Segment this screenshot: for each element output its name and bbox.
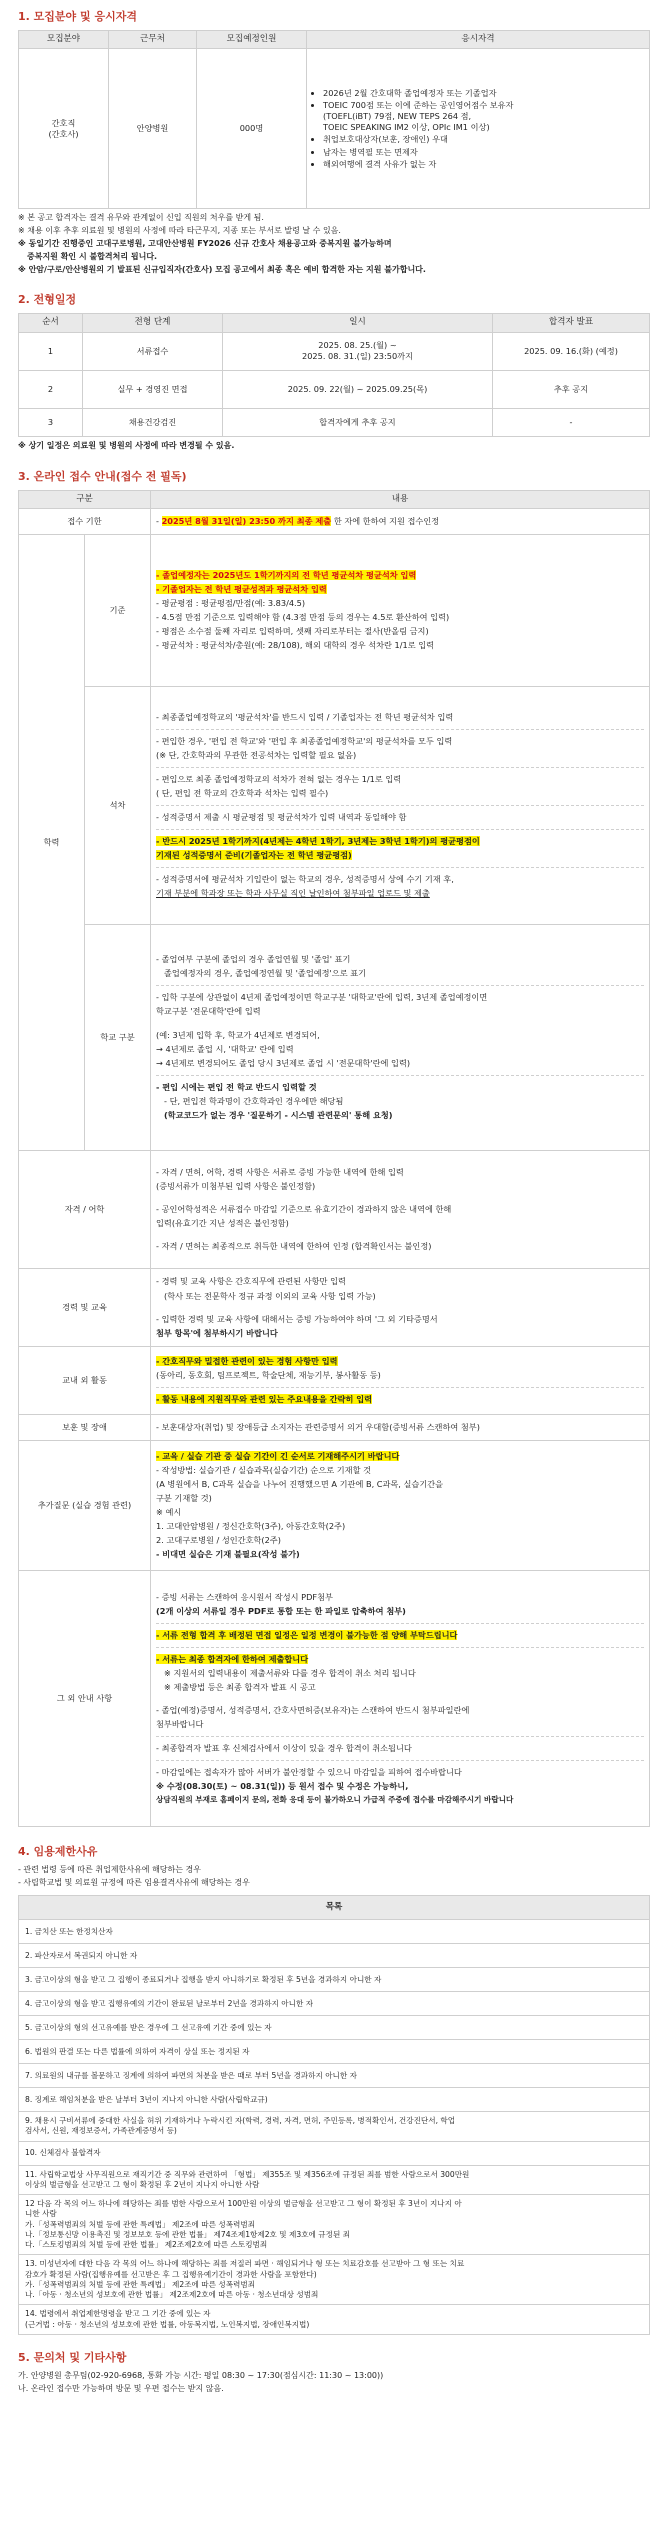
list-item: 5. 금고이상의 형의 선고유예를 받은 경우에 그 선고유예 기간 중에 있는 자 (19, 2016, 650, 2040)
school-line: - 단, 편입전 학과명이 간호학과인 경우에만 해당됨 (164, 1095, 344, 1106)
table-row (19, 1968, 650, 1992)
list-item-text: TOEIC SPEAKING IM2 이상, OPIc IM1 이상) (323, 122, 490, 133)
list-item-text: TOEIC 700점 또는 이에 준하는 공인영어점수 보유자 (323, 100, 514, 111)
etc-line: (2개 이상의 서류일 경우 PDF로 통합 또는 한 파일로 압축하여 첨부) (156, 1605, 406, 1616)
list-item-text: (TOEFL(iBT) 79점, NEW TEPS 264 점, (323, 111, 472, 122)
list-item: 4. 금고이상의 형을 받고 집행유예의 기간이 완료된 날로부터 2년을 경과하지 아니한 자 (19, 1992, 650, 2016)
license-line: - 공인어학성적은 서류접수 마감일 기준으로 유효기간이 경과하지 않은 내역에 한해 (156, 1204, 452, 1215)
divider (156, 1760, 644, 1761)
divider (156, 829, 644, 830)
rank-line: - 편입한 경우, '편입 전 학교'와 '편입 후 최종졸업예정학교'의 평균석차를 모두 입력 (156, 735, 453, 746)
table-row (19, 49, 650, 209)
header-workplace: 근무처 (109, 30, 197, 49)
license-line: 입력(유효기간 지난 성적은 불인정함) (156, 1218, 289, 1229)
header-content: 내용 (151, 490, 650, 509)
list-item (323, 100, 644, 133)
note: ※ 채용 이후 추후 의료원 및 병원의 사정에 따라 타근무지, 지종 또는 부서로 발령 날 수 있음. (18, 226, 341, 236)
rank-line: - 편입으로 최종 졸업예정학교의 석차가 전혀 없는 경우는 1/1로 입력 (156, 773, 402, 784)
rank-line: - 성적증명서 제출 시 평균평점 및 평균석차가 입력 내역과 동일해야 함 (156, 812, 407, 823)
activity-label: 교내 외 활동 (19, 1347, 151, 1415)
activity-line: (동아리, 동호회, 팀프로젝트, 학술단체, 재능기부, 봉사활동 등) (156, 1370, 381, 1381)
license-line: - 자격 / 면허, 어학, 경력 사항은 서류로 증빙 가능한 내역에 한해 입력 (156, 1166, 404, 1177)
list-item: 13. 미성년자에 대한 다음 각 목의 어느 하나에 해당하는 죄를 저질러 파면 · 해임되거나 형 또는 치료감호를 선고받아 그 형 또는 치료 감호가 확정된 사람(집행유예를 선고받은 후 그 집행유예기간이 경과한 사람을 포함한다) 가.「성폭력범죄의 처벌 등에 관한 특례법」 제2조에 따른 성폭력범죄 나.「아동 · 청소년의 성보호에 관한 법률」 제2조제2호에 따른 아동 · 청소년대상 성범죄 (19, 2255, 650, 2305)
result-cell: 추후 공지 (493, 370, 650, 408)
list-item: 8. 징계로 해임처분을 받은 날부터 3년이 지나지 아니한 사람(사립학교규) (19, 2088, 650, 2112)
list-item: 14. 법령에서 취업제한명령을 받고 그 기간 중에 있는 자 (근거법 : 아동 · 청소년의 성보호에 관한 법률, 아동복지법, 노인복지법, 장애인복지법) (19, 2305, 650, 2335)
note: ※ 안암/구로/안산병원의 기 발표된 신규입직자(간호사) 모집 공고에서 최종 혹은 예비 합격한 자는 지원 불가합니다. (18, 264, 426, 274)
header-date: 일시 (223, 314, 493, 333)
result-cell: 2025. 09. 16.(화) (예정) (493, 332, 650, 370)
deadline-rest: 한 자에 한하여 지원 접수인정 (333, 516, 440, 527)
divider (156, 729, 644, 730)
table-row (19, 370, 650, 408)
license-line: (증빙서류가 미첨부된 입력 사항은 불인정함) (156, 1181, 316, 1191)
qualification-table (18, 30, 650, 210)
field-sub: (간호사) (48, 128, 79, 139)
career-line: - 입력한 경력 및 교육 사항에 대해서는 증빙 가능하여야 하며 '그 외 기타증명서 (156, 1313, 438, 1324)
extra-line: - 작성방법: 실습기관 / 실습과목(실습기간) 순으로 기재할 것 (156, 1464, 372, 1475)
school-line: (학교코드가 없는 경우 '질문하기 - 시스템 관련문의' 통해 요청) (164, 1109, 393, 1120)
standard-line: - 평균평점 : 평균평점/만점(예: 3.83/4.5) (156, 598, 306, 609)
school-line: → 4년제로 변경되어도 졸업 당시 3년제로 졸업 시 '전문대학'란에 입력) (156, 1057, 411, 1068)
etc-line: ※ 수정(08.30(토) ~ 08.31(일)) 등 원서 접수 및 수정은 가능하니, (156, 1781, 409, 1792)
school-line: - 졸업여부 구분에 졸업의 경우 졸업연월 및 '졸업' 표기 (156, 954, 351, 965)
table-row (19, 2040, 650, 2064)
activity-line: - 간호직무와 밀접한 관련이 있는 경험 사항만 입력 (156, 1356, 338, 1366)
table-row (19, 1920, 650, 1944)
career-label: 경력 및 교육 (19, 1269, 151, 1347)
table-row (19, 408, 650, 436)
list-item: 3. 금고이상의 형을 받고 그 집행이 종료되거나 집행을 받지 아니하기로 확정된 후 5년을 경과하지 아니한 자 (19, 1968, 650, 1992)
table-row (19, 2088, 650, 2112)
rank-line: - 최종졸업예정학교의 '평균석차'를 반드시 입력 / 기졸업자는 전 학년 평균석차 입력 (156, 711, 454, 722)
table-row (19, 1415, 650, 1441)
order-cell: 2 (19, 370, 83, 408)
schedule-table (18, 313, 650, 437)
section-3-title: 3. 온라인 접수 안내(접수 전 필독) (18, 469, 187, 483)
career-line: (학사 또는 전문학사 정규 과정 이외의 교육 사항 입력 가능) (164, 1290, 376, 1301)
table-header-row (19, 30, 650, 49)
deadline-content: - 2025년 8월 31일(일) 23:50 까지 최종 제출 한 자에 한하여 지원 접수인정 (151, 509, 650, 535)
table-row (19, 1347, 650, 1415)
field-cell (19, 49, 109, 209)
deadline-highlight: 2025년 8월 31일(일) 23:50 까지 최종 제출 (161, 516, 332, 527)
rank-line: - 반드시 2025년 1학기까지(4년제는 4학년 1학기, 3년제는 3학년 1학기)의 평균평점이 (156, 836, 480, 847)
etc-line: 첨부바랍니다 (156, 1719, 204, 1730)
extra-line: 구분 기재할 것) (156, 1493, 212, 1504)
list-item: 11. 사립학교법상 사무직원으로 재직기간 중 직무와 관련하여 「형법」 제355조 및 제356조에 규정된 죄를 범한 사람으로서 300만원 이상의 벌금형을 선고받고 그 형이 확정된 후 2년이 지나지 아니한 사람 (19, 2165, 650, 2195)
rank-line: ( 단, 편입 전 학교의 간호학과 석차는 입력 필수) (156, 788, 329, 799)
veteran-content: - 보훈대상자(취업) 및 장애등급 소지자는 관련증명서 의거 우대함(증빙서류 스캔하여 첨부) (151, 1415, 650, 1441)
school-line: 졸업예정자의 경우, 졸업예정연월 및 '졸업예정'으로 표기 (164, 968, 367, 979)
table-row (19, 2165, 650, 2195)
activity-content (151, 1347, 650, 1415)
table-row (19, 1151, 650, 1269)
stage-cell: 채용건강검진 (83, 408, 223, 436)
etc-line: ※ 지원서의 입력내용이 제출서류와 다를 경우 합격이 취소 처리 됩니다 (164, 1667, 416, 1678)
divider (156, 1075, 644, 1076)
field-name: 간호직 (51, 117, 76, 128)
section-1-title: 1. 모집분야 및 응시자격 (18, 10, 137, 23)
table-row (19, 332, 650, 370)
list-item: 7. 의료원의 내규를 볼문하고 징계에 의하여 파면의 처분을 받은 때로 부터 5년을 경과하지 아니한 자 (19, 2064, 650, 2088)
count-cell: 000명 (197, 49, 307, 209)
table-row (19, 509, 650, 535)
header-result: 합격자 발표 (493, 314, 650, 333)
etc-line: - 증빙 서류는 스캔하여 응시원서 작성시 PDF첨부 (156, 1591, 333, 1602)
etc-label: 그 외 안내 사항 (19, 1571, 151, 1827)
result-cell: - (493, 408, 650, 436)
online-guide-table (18, 490, 650, 1828)
note: ※ 상기 일정은 의료원 및 병원의 사정에 따라 변경될 수 있음. (18, 440, 235, 450)
header-list: 목록 (19, 1895, 650, 1920)
table-row (19, 2016, 650, 2040)
extra-line: (A 병원에서 B, C과목 실습을 나누어 진행했으면 A 기관에 B, C과목, 실습기간을 (156, 1478, 444, 1489)
school-line: 학교구분 '전문대학'란에 입력 (156, 1006, 261, 1017)
extra-line: - 비대면 실습은 기재 불필요(작성 불가) (156, 1549, 300, 1560)
rank-content (151, 687, 650, 925)
list-item: • 남자는 병역필 또는 면제자 (323, 147, 644, 158)
date-cell: 2025. 09. 22(월) ~ 2025.09.25(목) (223, 370, 493, 408)
order-cell: 1 (19, 332, 83, 370)
table-row (19, 1269, 650, 1347)
rank-line: (※ 단, 간호학과의 무관한 전공석차는 입력할 필요 없음) (156, 749, 357, 760)
intro-line: - 관련 법령 등에 따른 취업제한사유에 해당하는 경우 (18, 1864, 201, 1874)
extra-line: 2. 고대구로병원 / 성인간호학(2주) (156, 1535, 281, 1546)
table-row (19, 2255, 650, 2305)
list-item: 1. 금치산 또는 한정치산자 (19, 1920, 650, 1944)
table-row (19, 535, 650, 687)
section-2-title: 2. 전형일정 (18, 293, 77, 307)
table-row (19, 2195, 650, 2255)
intro-line: - 사립학교법 및 의료원 규정에 따른 임용결격사유에 해당하는 경우 (18, 1877, 250, 1887)
header-field: 모집분야 (19, 30, 109, 49)
divider (156, 985, 644, 986)
list-item: 10. 신체검사 불합격자 (19, 2141, 650, 2165)
school-line: - 입학 구분에 상관없이 4년제 졸업예정이면 학교구분 '대학교'란에 입력, 3년제 졸업예정이면 (156, 992, 488, 1003)
list-item: • 2026년 2월 간호대학 졸업예정자 또는 기졸업자 (323, 88, 644, 99)
workplace-cell: 안양병원 (109, 49, 197, 209)
list-item: • 취업보호대상자(보훈, 장애인) 우대 (323, 134, 644, 145)
qualification-list (312, 88, 644, 169)
list-item: 6. 법원의 판결 또는 다른 법률에 의하여 자격이 상실 또는 정지된 자 (19, 2040, 650, 2064)
order-cell: 3 (19, 408, 83, 436)
extra-line: 1. 고대안암병원 / 정신간호학(3주), 아동간호학(2주) (156, 1521, 346, 1532)
school-content (151, 925, 650, 1151)
deadline-label: 접수 기한 (19, 509, 151, 535)
extra-line: ※ 예시 (156, 1507, 182, 1518)
career-line: - 경력 및 교육 사항은 간호직무에 관련된 사항만 입력 (156, 1276, 346, 1287)
etc-content (151, 1571, 650, 1827)
standard-line: - 졸업예정자는 2025년도 1학기까지의 전 학년 평균석차 평균석차 입력 (156, 569, 417, 580)
stage-cell: 서류접수 (83, 332, 223, 370)
section-5-title: 5. 문의처 및 기타사항 (18, 2350, 127, 2364)
etc-line: - 서류는 최종 합격자에 한하여 제출합니다 (156, 1653, 309, 1664)
header-order: 순서 (19, 314, 83, 333)
etc-line: - 서류 전형 합격 후 배정된 면접 일정은 일정 변경이 불가능한 점 양해 부탁드립니다 (156, 1629, 458, 1640)
divider (156, 767, 644, 768)
date-line: 2025. 08. 25.(월) ~ (318, 340, 397, 351)
table-row (19, 2064, 650, 2088)
extra-label: 추가질문 (실습 경험 관련) (19, 1441, 151, 1571)
standard-line: - 4.5점 만점 기준으로 입력해야 함 (4.3점 만점 등의 경우는 4.5로 환산하여 입력) (156, 612, 450, 623)
header-category: 구분 (19, 490, 151, 509)
table-row (19, 2141, 650, 2165)
table-header-row (19, 490, 650, 509)
note: ※ 본 공고 합격자는 결격 유무와 관계없이 신입 직원의 처우를 받게 됨. (18, 213, 264, 223)
contact-line: 가. 안양병원 총무팀(02-920-6968, 통화 가능 시간: 평일 08:30 ~ 17:30(점심시간: 11:30 ~ 13:00)) (18, 2370, 384, 2380)
etc-line: ※ 제출방법 등은 최종 합격자 발표 시 공고 (164, 1681, 316, 1692)
veteran-label: 보훈 및 장애 (19, 1415, 151, 1441)
date-cell: 합격자에게 추후 공지 (223, 408, 493, 436)
table-row (19, 2112, 650, 2142)
table-row (19, 687, 650, 925)
divider (156, 1387, 644, 1388)
table-row (19, 2305, 650, 2335)
contact-line: 나. 온라인 접수만 가능하며 방문 및 우편 접수는 받지 않음. (18, 2383, 224, 2393)
school-line: → 4년제로 졸업 시, '대학교' 란에 입력 (156, 1043, 294, 1054)
list-item: 12 다음 각 목의 어느 하나에 해당하는 죄를 범한 사람으로서 100만원 이상의 벌금형을 선고받고 그 형이 확정된 후 3년이 지나지 아 니한 사람 가.「성폭력범죄의 처벌 등에 관한 특례법」 제2조에 따른 성폭력범죄 나.「정보통신망 이용촉진 및 정보보호 등에 관한 법률」 제74조제1항제2호 및 제3호에 규정된 죄 다.「스토킹범죄의 처벌 등에 관한 법률」 제2조제2호에 따른 스토킹범죄 (19, 2195, 650, 2255)
school-line: (예: 3년제 입학 후, 학교가 4년제로 변경되어, (156, 1029, 320, 1040)
standard-label: 기준 (85, 535, 151, 687)
contact-info (18, 2371, 650, 2395)
career-line: 첨부 항목'에 첨부하시기 바랍니다 (156, 1327, 278, 1338)
date-line: 2025. 08. 31.(일) 23:50까지 (302, 351, 413, 362)
table-header-row (19, 1895, 650, 1920)
rank-line: 기재 부분에 학과장 또는 학과 사무실 직인 날인하여 첨부파일 업로드 및 제출 (156, 888, 430, 899)
license-label: 자격 / 어학 (19, 1151, 151, 1269)
header-stage: 전형 단계 (83, 314, 223, 333)
rank-line: - 성적증명서에 평균석차 기입란이 없는 학교의 경우, 성적증명서 상에 수기 기재 후, (156, 874, 454, 885)
rank-line: 기재된 성적증명서 준비(기졸업자는 전 학년 평균평점) (156, 850, 352, 861)
table-row (19, 925, 650, 1151)
disqualification-table (18, 1895, 650, 2335)
school-label: 학교 구분 (85, 925, 151, 1151)
extra-line: - 교육 / 실습 기관 중 실습 기간이 긴 순서로 기재해주시기 바랍니다 (156, 1450, 400, 1461)
license-line: - 자격 / 면허는 최종적으로 취득한 내역에 한하여 인정 (합격확인서는 불인정) (156, 1241, 432, 1252)
career-content (151, 1269, 650, 1347)
rank-label: 석차 (85, 687, 151, 925)
table-row (19, 1992, 650, 2016)
list-item: 2. 파산자로서 복권되지 아니한 자 (19, 1944, 650, 1968)
table-header-row (19, 314, 650, 333)
etc-line: - 마감일에는 접속자가 많아 서버가 불안정할 수 있으니 마감일을 피하여 접수바랍니다 (156, 1767, 462, 1778)
divider (156, 867, 644, 868)
divider (156, 1623, 644, 1624)
standard-content (151, 535, 650, 687)
standard-line: - 평균석차 : 평균석차/총원(예: 28/108), 해외 대학의 경우 석차란 1/1로 입력 (156, 640, 435, 651)
note: 중복지원 확인 시 불합격처리 됩니다. (27, 251, 158, 261)
divider (156, 1647, 644, 1648)
etc-line: - 최종합격자 발표 후 신체검사에서 이상이 있을 경우 합격이 취소됩니다 (156, 1743, 412, 1754)
license-content (151, 1151, 650, 1269)
extra-content (151, 1441, 650, 1571)
education-label: 학력 (19, 535, 85, 1151)
etc-line: - 졸업(예정)증명서, 성적증명서, 간호사면허증(보유자)는 스캔하여 반드시 첨부파일란에 (156, 1705, 470, 1715)
header-qualification: 응시자격 (307, 30, 650, 49)
etc-line: 상담직원의 부재로 홈페이지 문의, 전화 응대 등이 불가하오니 가급적 주중에 접수를 마감해주시기 바랍니다 (156, 1795, 514, 1805)
header-count: 모집예정인원 (197, 30, 307, 49)
section-4-title: 4. 임용제한사유 (18, 1845, 98, 1859)
divider (156, 805, 644, 806)
note: ※ 동일기간 진행중인 고대구로병원, 고대안산병원 FY2026 신규 간호사 채용공고와 중복지원 불가능하며 (18, 239, 392, 249)
table-row (19, 1441, 650, 1571)
divider (156, 1736, 644, 1737)
table-row (19, 1571, 650, 1827)
stage-cell: 실무 + 경영진 면접 (83, 370, 223, 408)
list-item: • 해외여행에 결격 사유가 없는 자 (323, 159, 644, 170)
activity-line: - 활동 내용에 지원직무와 관련 있는 주요내용을 간략히 입력 (156, 1394, 373, 1405)
standard-line: - 평점은 소수점 둘째 자리로 입력하며, 셋째 자리로부터는 절사(반올림 금지) (156, 626, 429, 637)
date-cell (223, 332, 493, 370)
standard-line: - 기졸업자는 전 학년 평균성적과 평균석차 입력 (156, 583, 327, 594)
list-item: 9. 채용시 구비서류에 중대한 사실을 허위 기재하거나 누락시킨 자(학력, 경력, 자격, 면허, 주민등록, 병적확인서, 건강진단서, 학업 검사서, 신원, 재정보증서, 가족관계증명서 등) (19, 2112, 650, 2142)
school-line: - 편입 시에는 편입 전 학교 반드시 입력할 것 (156, 1081, 317, 1092)
qualification-cell (307, 49, 650, 209)
table-row (19, 1944, 650, 1968)
